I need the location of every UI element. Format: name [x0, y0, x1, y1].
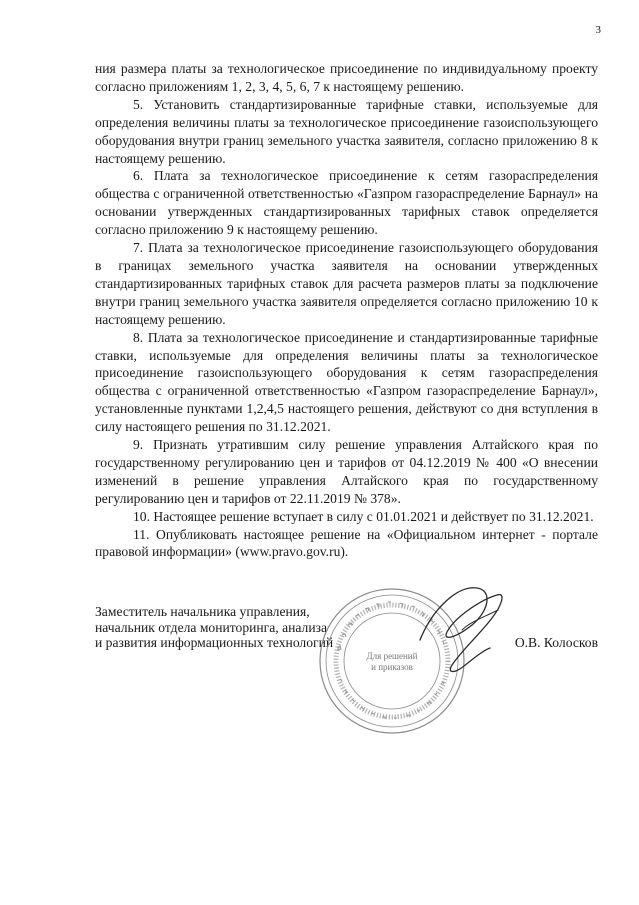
paragraph-item-10: 10. Настоящее решение вступает в силу с 01.01.2021 и действует по 31.12.2021. — [133, 508, 594, 524]
position-line: Заместитель начальника управления, — [95, 604, 310, 619]
signer-position — [95, 604, 333, 651]
seal-text: Для решений — [366, 651, 418, 661]
paragraph-item-7: 7. Плата за технологическое присоединение газоиспользующего оборудования в границах земельного участка заявителя на основании утвержденных стандартизированных тарифных ставок для расчета размеров платы за подключение внутри границ земельного участка заявителя определяется согласно приложению 10 к настоящему решению. — [95, 240, 598, 327]
seal-text: и приказов — [371, 662, 413, 672]
position-line: начальник отдела мониторинга, анализа — [95, 619, 328, 635]
paragraph-item-11: 11. Опубликовать настоящее решение на «Официальном интернет - портале правовой информации» (www.pravo.gov.ru). — [95, 526, 598, 560]
handwritten-signature — [402, 570, 512, 690]
paragraph-continuation: ния размера платы за технологическое присоединение по индивидуальному проекту согласно приложениям 1, 2, 3, 4, 5, 6, 7 к настоящему решению. — [95, 61, 598, 94]
paragraph-item-8: 8. Плата за технологическое присоединение и стандартизированные тарифные ставки, используемые для определения величины платы за технологическое присоединение газоиспользующего оборудования к сетям газораспределения общества с ограниченной ответственностью «Газпром газораспределение Барнаул», установленные пунктами 1,2,4,5 настоящего решения, действуют со дня вступления в силу настоящего решения по 31.12.2021. — [95, 329, 598, 435]
paragraph-item-9: 9. Признать утратившим силу решение управления Алтайского края по государственному регулированию цен и тарифов от 04.12.2019 № 400 «О внесении изменений в решение управления Алтайского края по государственному регулированию цен и тарифов от 22.11.2019 № 378». — [95, 437, 598, 506]
paragraph-item-5: 5. Установить стандартизированные тарифные ставки, используемые для определения величины платы за технологическое присоединение газоиспользующего оборудования внутри границ земельного участка заявителя, согласно приложению 8 к настоящему решению. — [95, 96, 598, 166]
document-body — [95, 60, 598, 561]
page-number: 3 — [595, 24, 601, 36]
paragraph-item-6: 6. Плата за технологическое присоединение к сетям газораспределения общества с ограниченной ответственностью «Газпром газораспределение Барнаул» на основании утвержденных стандартизированных тарифных ставок определяется согласно приложению 9 к настоящему решению. — [95, 168, 598, 238]
signer-name: О.В. Колосков — [514, 635, 598, 650]
position-line: и развития информационных технологий — [95, 635, 334, 650]
